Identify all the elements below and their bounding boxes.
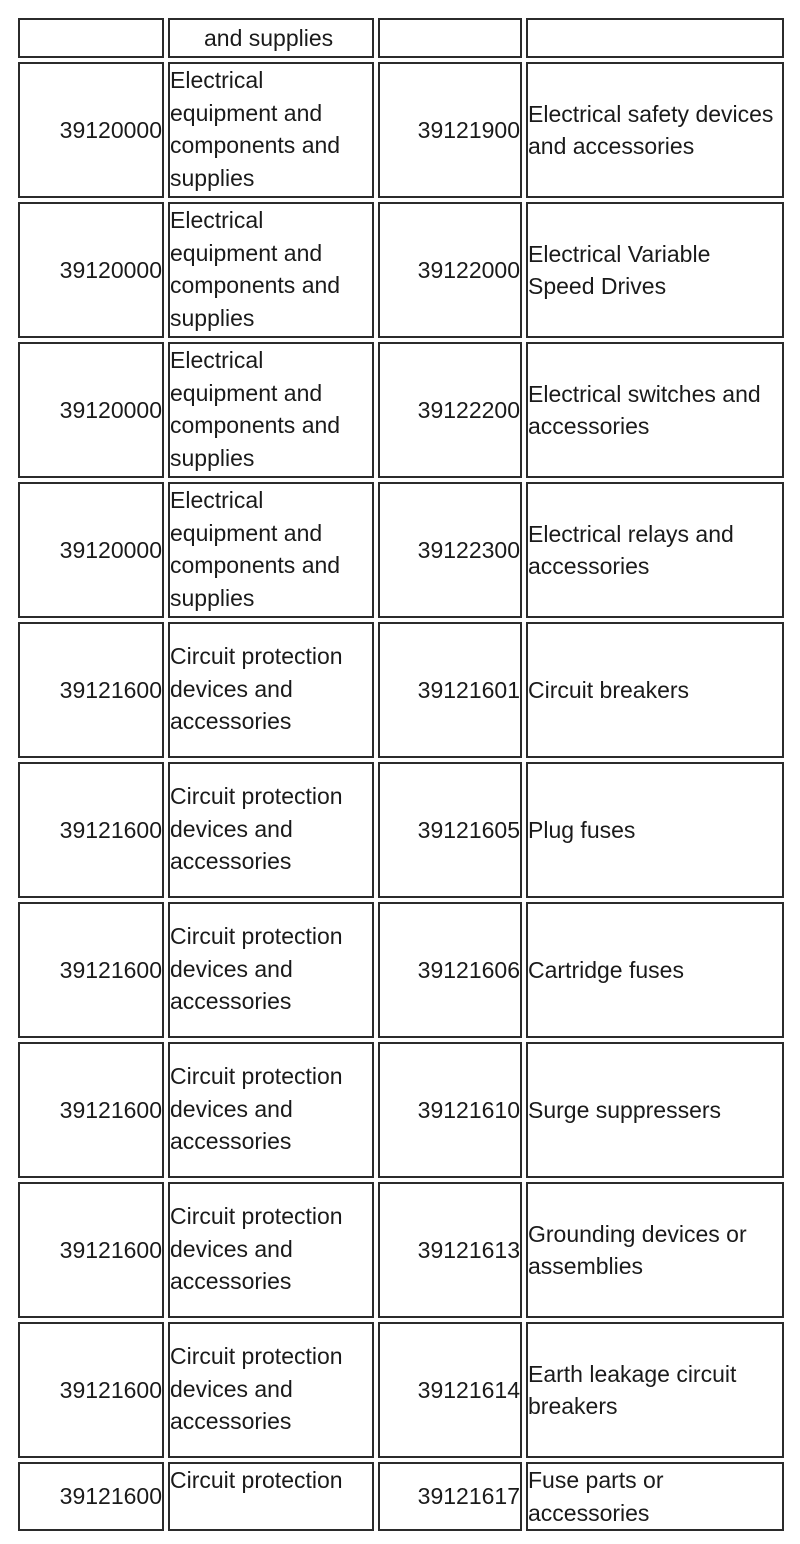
segment-desc-cell [168, 902, 374, 1038]
commodity-desc-cell [526, 342, 784, 478]
commodity-code: 39121614 [417, 1376, 520, 1403]
commodity-desc: Grounding devices or assemblies [528, 1220, 747, 1279]
segment-desc-cell [168, 622, 374, 758]
table-row [18, 202, 784, 338]
segment-desc: Electrical equipment and components and supplies [170, 487, 341, 611]
commodity-code-cell [378, 62, 522, 198]
commodity-desc-cell [526, 18, 784, 58]
commodity-desc-cell [526, 1462, 784, 1531]
segment-code: 39120000 [59, 116, 162, 143]
commodity-code: 39121610 [417, 1096, 520, 1123]
commodity-desc: Plug fuses [528, 816, 636, 843]
segment-code: 39121600 [59, 1483, 162, 1510]
commodity-code-cell [378, 482, 522, 618]
segment-desc: Circuit protection devices and accessories [170, 783, 343, 875]
commodity-desc: Electrical relays and accessories [528, 520, 734, 579]
table-row [18, 342, 784, 478]
segment-code-cell [18, 902, 164, 1038]
segment-desc-cell [168, 18, 374, 58]
segment-desc-cell [168, 202, 374, 338]
commodity-code-table [14, 14, 788, 1535]
commodity-code-cell [378, 18, 522, 58]
segment-code-cell [18, 202, 164, 338]
commodity-desc: Fuse parts or accessories [528, 1467, 664, 1526]
commodity-desc: Circuit breakers [528, 676, 690, 703]
segment-code-cell [18, 18, 164, 58]
segment-code-cell [18, 482, 164, 618]
commodity-desc-cell [526, 1322, 784, 1458]
commodity-code-cell [378, 202, 522, 338]
segment-desc: Electrical equipment and components and supplies [170, 67, 341, 191]
commodity-code: 39121605 [417, 816, 520, 843]
commodity-desc-cell [526, 622, 784, 758]
table-row [18, 62, 784, 198]
segment-code: 39120000 [59, 396, 162, 423]
commodity-code-cell [378, 762, 522, 898]
segment-desc-cell [168, 342, 374, 478]
commodity-desc-cell [526, 902, 784, 1038]
segment-code: 39120000 [59, 256, 162, 283]
commodity-desc: Earth leakage circuit breakers [528, 1360, 737, 1419]
commodity-desc-cell [526, 1182, 784, 1318]
segment-desc-cell [168, 62, 374, 198]
segment-desc: and supplies [204, 24, 334, 51]
commodity-code: 39121900 [417, 116, 520, 143]
commodity-code-cell [378, 1322, 522, 1458]
segment-desc: Circuit protection devices and accessories [170, 1203, 343, 1295]
commodity-desc-cell [526, 62, 784, 198]
segment-code-cell [18, 762, 164, 898]
commodity-code: 39121617 [417, 1483, 520, 1510]
segment-desc-cell [168, 1322, 374, 1458]
table-body [18, 18, 784, 1531]
commodity-code: 39122200 [417, 396, 520, 423]
table-row [18, 902, 784, 1038]
commodity-desc-cell [526, 482, 784, 618]
table-row-partial-bottom [18, 1462, 784, 1531]
commodity-code: 39121606 [417, 956, 520, 983]
segment-desc: Circuit protection devices and accessories [170, 923, 343, 1015]
commodity-desc: Electrical switches and accessories [528, 380, 761, 439]
segment-code: 39121600 [59, 676, 162, 703]
segment-desc: Circuit protection devices and accessories [170, 1063, 343, 1155]
commodity-desc-cell [526, 202, 784, 338]
segment-code-cell [18, 342, 164, 478]
segment-code-cell [18, 622, 164, 758]
commodity-code-cell [378, 622, 522, 758]
commodity-code-cell [378, 902, 522, 1038]
segment-code: 39121600 [59, 956, 162, 983]
segment-code: 39121600 [59, 1096, 162, 1123]
table-row [18, 762, 784, 898]
segment-code-cell [18, 1462, 164, 1531]
segment-code-cell [18, 62, 164, 198]
segment-desc-cell [168, 762, 374, 898]
segment-code: 39121600 [59, 1236, 162, 1263]
segment-code-cell [18, 1042, 164, 1178]
commodity-desc-cell [526, 762, 784, 898]
segment-desc: Electrical equipment and components and supplies [170, 347, 341, 471]
table-row [18, 1042, 784, 1178]
commodity-code-cell [378, 1462, 522, 1531]
table-row [18, 1182, 784, 1318]
commodity-code-cell [378, 342, 522, 478]
segment-desc: Circuit protection [170, 1467, 343, 1493]
segment-desc-cell [168, 1042, 374, 1178]
segment-code: 39120000 [59, 536, 162, 563]
table-row [18, 1322, 784, 1458]
commodity-desc: Cartridge fuses [528, 956, 684, 983]
commodity-code: 39122300 [417, 536, 520, 563]
commodity-code: 39121613 [417, 1236, 520, 1263]
table-row-partial-top [18, 18, 784, 58]
segment-desc-cell [168, 1462, 374, 1531]
segment-desc: Circuit protection devices and accessories [170, 1343, 343, 1435]
commodity-code: 39122000 [417, 256, 520, 283]
segment-code-cell [18, 1182, 164, 1318]
segment-desc-cell [168, 482, 374, 618]
table-row [18, 622, 784, 758]
segment-code: 39121600 [59, 816, 162, 843]
segment-desc: Electrical equipment and components and supplies [170, 207, 341, 331]
commodity-desc-cell [526, 1042, 784, 1178]
segment-desc: Circuit protection devices and accessories [170, 643, 343, 735]
commodity-code: 39121601 [417, 676, 520, 703]
segment-code-cell [18, 1322, 164, 1458]
commodity-desc: Electrical Variable Speed Drives [528, 240, 711, 299]
commodity-desc: Surge suppressers [528, 1096, 722, 1123]
segment-desc-cell [168, 1182, 374, 1318]
table-row [18, 482, 784, 618]
commodity-code-cell [378, 1042, 522, 1178]
commodity-desc: Electrical safety devices and accessories [528, 100, 774, 159]
segment-code: 39121600 [59, 1376, 162, 1403]
commodity-code-cell [378, 1182, 522, 1318]
